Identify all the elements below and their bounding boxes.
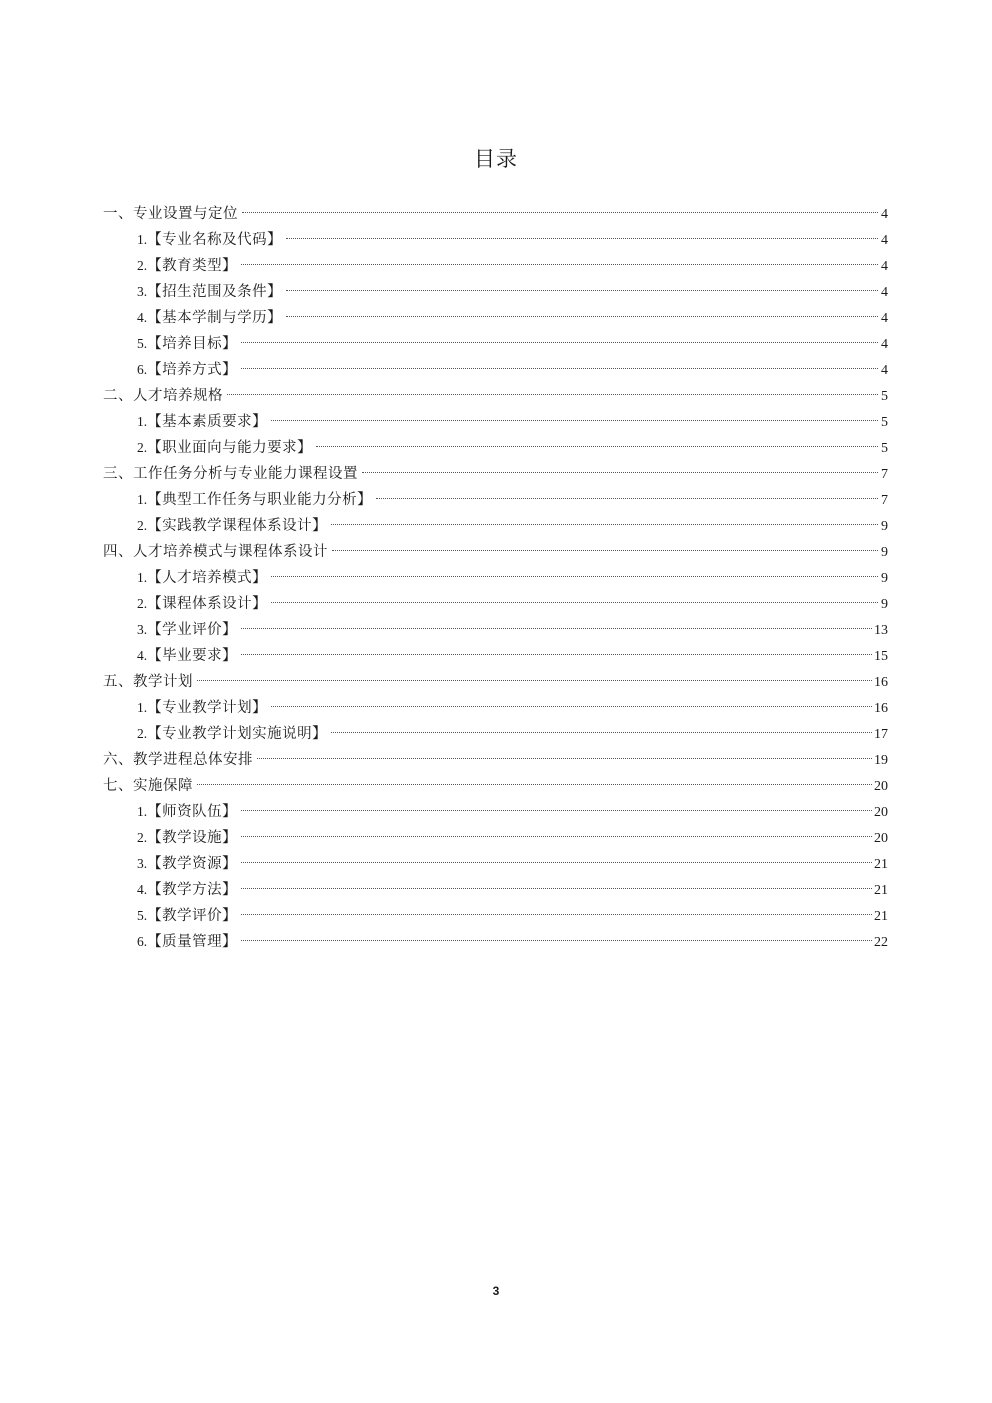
- toc-entry-text: 【培养目标】: [147, 336, 238, 352]
- toc-entry-label: [137, 617, 237, 643]
- toc-subsection-entry[interactable]: [103, 825, 888, 851]
- page-number: 3: [492, 1284, 500, 1298]
- toc-entry-text: 【教学资源】: [147, 856, 238, 872]
- toc-entry-number: 1.: [137, 232, 148, 247]
- toc-page-number: 9: [881, 571, 888, 586]
- toc-subsection-entry[interactable]: [103, 695, 888, 721]
- toc-subsection-entry[interactable]: [103, 513, 888, 539]
- toc-entry-text: 【质量管理】: [147, 934, 238, 950]
- toc-entry-number: 2.: [137, 726, 148, 741]
- toc-dot-leader: [271, 576, 878, 577]
- toc-dot-leader: [241, 810, 872, 811]
- toc-entry-label: [137, 903, 237, 929]
- toc-subsection-entry[interactable]: [103, 279, 888, 305]
- toc-dot-leader: [227, 394, 878, 395]
- toc-dot-leader: [271, 602, 878, 603]
- toc-entry-label: [137, 695, 267, 721]
- toc-dot-leader: [241, 940, 872, 941]
- toc-entry-number: 二、: [103, 388, 133, 404]
- toc-entry-number: 4.: [137, 310, 148, 325]
- toc-section-entry[interactable]: [103, 461, 888, 487]
- toc-entry-number: 四、: [103, 544, 133, 560]
- toc-entry-text: 【人才培养模式】: [147, 570, 268, 586]
- toc-entry-label: [137, 721, 327, 747]
- toc-dot-leader: [241, 628, 872, 629]
- toc-entry-number: 2.: [137, 258, 148, 273]
- toc-entry-label: [137, 305, 282, 331]
- toc-page-number: 9: [881, 545, 888, 560]
- toc-page-number: 4: [881, 259, 888, 274]
- toc-subsection-entry[interactable]: [103, 435, 888, 461]
- toc-entry-label: [103, 201, 238, 227]
- toc-subsection-entry[interactable]: [103, 799, 888, 825]
- toc-entry-label: [137, 643, 237, 669]
- toc-entry-text: 【典型工作任务与职业能力分析】: [147, 492, 373, 508]
- toc-subsection-entry[interactable]: [103, 487, 888, 513]
- toc-subsection-entry[interactable]: [103, 929, 888, 955]
- toc-dot-leader: [271, 706, 872, 707]
- toc-entry-label: [137, 279, 282, 305]
- toc-entry-label: [137, 409, 267, 435]
- toc-dot-leader: [241, 836, 872, 837]
- toc-entry-number: 3.: [137, 284, 148, 299]
- toc-entry-number: 1.: [137, 804, 148, 819]
- toc-entry-label: [137, 357, 237, 383]
- toc-entry-text: 【基本学制与学历】: [147, 310, 283, 326]
- toc-page-number: 4: [881, 285, 888, 300]
- toc-entry-text: 【教学方法】: [147, 882, 238, 898]
- toc-page-number: 20: [874, 779, 888, 794]
- toc-page-number: 16: [874, 701, 888, 716]
- toc-entry-text: 【教学设施】: [147, 830, 238, 846]
- toc-dot-leader: [362, 472, 878, 473]
- toc-section-entry[interactable]: [103, 669, 888, 695]
- toc-entry-number: 5.: [137, 336, 148, 351]
- toc-subsection-entry[interactable]: [103, 253, 888, 279]
- toc-entry-number: 6.: [137, 934, 148, 949]
- toc-dot-leader: [286, 290, 878, 291]
- toc-subsection-entry[interactable]: [103, 331, 888, 357]
- toc-page-number: 21: [874, 857, 888, 872]
- toc-entry-label: [137, 487, 372, 513]
- toc-page-number: 4: [881, 363, 888, 378]
- toc-dot-leader: [241, 342, 878, 343]
- toc-subsection-entry[interactable]: [103, 643, 888, 669]
- toc-entry-number: 1.: [137, 492, 148, 507]
- toc-page-number: 7: [881, 467, 888, 482]
- toc-entry-text: 实施保障: [133, 778, 193, 794]
- toc-entry-number: 三、: [103, 466, 133, 482]
- toc-entry-text: 【教育类型】: [147, 258, 238, 274]
- toc-subsection-entry[interactable]: [103, 409, 888, 435]
- toc-title: 目录: [474, 147, 518, 171]
- toc-subsection-entry[interactable]: [103, 617, 888, 643]
- toc-section-entry[interactable]: [103, 201, 888, 227]
- toc-entry-text: 【学业评价】: [147, 622, 238, 638]
- toc-entry-label: [137, 851, 237, 877]
- toc-dot-leader: [271, 420, 878, 421]
- toc-entry-label: [137, 825, 237, 851]
- toc-dot-leader: [241, 654, 872, 655]
- toc-entry-number: 3.: [137, 856, 148, 871]
- toc-entry-text: 【教学评价】: [147, 908, 238, 924]
- toc-entry-label: [137, 929, 237, 955]
- toc-entry-text: 【实践教学课程体系设计】: [147, 518, 328, 534]
- toc-entry-label: [137, 799, 237, 825]
- toc-page-number: 4: [881, 207, 888, 222]
- toc-dot-leader: [241, 264, 878, 265]
- toc-entry-number: 2.: [137, 518, 148, 533]
- toc-section-entry[interactable]: [103, 773, 888, 799]
- toc-entry-number: 七、: [103, 778, 133, 794]
- toc-dot-leader: [197, 680, 872, 681]
- toc-entry-number: 3.: [137, 622, 148, 637]
- toc-dot-leader: [331, 732, 872, 733]
- toc-subsection-entry[interactable]: [103, 903, 888, 929]
- toc-page-number: 5: [881, 441, 888, 456]
- toc-entry-label: [103, 773, 193, 799]
- toc-subsection-entry[interactable]: [103, 721, 888, 747]
- toc-entry-text: 【职业面向与能力要求】: [147, 440, 313, 456]
- toc-entry-text: 【专业名称及代码】: [147, 232, 283, 248]
- toc-dot-leader: [241, 862, 872, 863]
- toc-dot-leader: [376, 498, 878, 499]
- toc-page-number: 9: [881, 597, 888, 612]
- toc-entry-label: [137, 435, 312, 461]
- toc-entry-text: 【招生范围及条件】: [147, 284, 283, 300]
- toc-entry-number: 2.: [137, 440, 148, 455]
- toc-subsection-entry[interactable]: [103, 227, 888, 253]
- toc-dot-leader: [286, 316, 878, 317]
- toc-entry-label: [137, 331, 237, 357]
- toc-entry-number: 五、: [103, 674, 133, 690]
- toc-entry-number: 2.: [137, 596, 148, 611]
- toc-page-number: 4: [881, 233, 888, 248]
- toc-entry-text: 【专业教学计划】: [147, 700, 268, 716]
- toc-entry-text: 【专业教学计划实施说明】: [147, 726, 328, 742]
- toc-entry-text: 教学进程总体安排: [133, 752, 253, 768]
- toc-entry-label: [137, 253, 237, 279]
- toc-entry-number: 4.: [137, 882, 148, 897]
- toc-entry-text: 【基本素质要求】: [147, 414, 268, 430]
- toc-subsection-entry[interactable]: [103, 565, 888, 591]
- toc-entry-text: 工作任务分析与专业能力课程设置: [133, 466, 358, 482]
- toc-dot-leader: [286, 238, 878, 239]
- toc-dot-leader: [241, 888, 872, 889]
- toc-entry-label: [137, 591, 267, 617]
- toc-entry-number: 一、: [103, 206, 133, 222]
- toc-entry-number: 1.: [137, 414, 148, 429]
- toc-page-number: 4: [881, 311, 888, 326]
- toc-entry-number: 1.: [137, 570, 148, 585]
- toc-page-number: 17: [874, 727, 888, 742]
- toc-entry-label: [137, 565, 267, 591]
- toc-page-number: 9: [881, 519, 888, 534]
- toc-entry-number: 六、: [103, 752, 133, 768]
- toc-page-number: 21: [874, 909, 888, 924]
- toc-entry-number: 2.: [137, 830, 148, 845]
- toc-section-entry[interactable]: [103, 383, 888, 409]
- toc-page-number: 20: [874, 805, 888, 820]
- toc-entry-text: 专业设置与定位: [133, 206, 238, 222]
- toc-page-number: 5: [881, 415, 888, 430]
- toc-entry-label: [103, 747, 253, 773]
- toc-dot-leader: [241, 914, 872, 915]
- toc-page-number: 15: [874, 649, 888, 664]
- toc-entry-number: 4.: [137, 648, 148, 663]
- toc-entry-label: [137, 513, 327, 539]
- toc-page-number: 19: [874, 753, 888, 768]
- toc-entry-label: [103, 383, 223, 409]
- toc-page-number: 13: [874, 623, 888, 638]
- toc-entry-label: [137, 227, 282, 253]
- toc-entry-text: 【师资队伍】: [147, 804, 238, 820]
- toc-dot-leader: [242, 212, 878, 213]
- toc-entry-number: 6.: [137, 362, 148, 377]
- toc-subsection-entry[interactable]: [103, 357, 888, 383]
- toc-dot-leader: [257, 758, 872, 759]
- toc-entry-text: 人才培养规格: [133, 388, 223, 404]
- toc-entry-number: 5.: [137, 908, 148, 923]
- toc-subsection-entry[interactable]: [103, 305, 888, 331]
- toc-dot-leader: [197, 784, 872, 785]
- toc-dot-leader: [331, 524, 878, 525]
- toc-section-entry[interactable]: [103, 747, 888, 773]
- toc-page-number: 5: [881, 389, 888, 404]
- toc-entry-text: 【课程体系设计】: [147, 596, 268, 612]
- toc-subsection-entry[interactable]: [103, 591, 888, 617]
- toc-entry-text: 【毕业要求】: [147, 648, 238, 664]
- toc-page-number: 20: [874, 831, 888, 846]
- toc-dot-leader: [332, 550, 878, 551]
- toc-entry-label: [103, 539, 328, 565]
- toc-entry-text: 人才培养模式与课程体系设计: [133, 544, 328, 560]
- toc-subsection-entry[interactable]: [103, 851, 888, 877]
- toc-dot-leader: [316, 446, 878, 447]
- toc-subsection-entry[interactable]: [103, 877, 888, 903]
- toc-section-entry[interactable]: [103, 539, 888, 565]
- toc-page-number: 7: [881, 493, 888, 508]
- toc-entry-label: [103, 669, 193, 695]
- toc-entry-label: [103, 461, 358, 487]
- toc-page-number: 22: [874, 935, 888, 950]
- toc-page-number: 16: [874, 675, 888, 690]
- toc-page-number: 21: [874, 883, 888, 898]
- toc-dot-leader: [241, 368, 878, 369]
- toc-entry-label: [137, 877, 237, 903]
- toc-entry-number: 1.: [137, 700, 148, 715]
- toc-entry-text: 教学计划: [133, 674, 193, 690]
- toc-page-number: 4: [881, 337, 888, 352]
- toc-entry-text: 【培养方式】: [147, 362, 238, 378]
- table-of-contents: [103, 201, 888, 955]
